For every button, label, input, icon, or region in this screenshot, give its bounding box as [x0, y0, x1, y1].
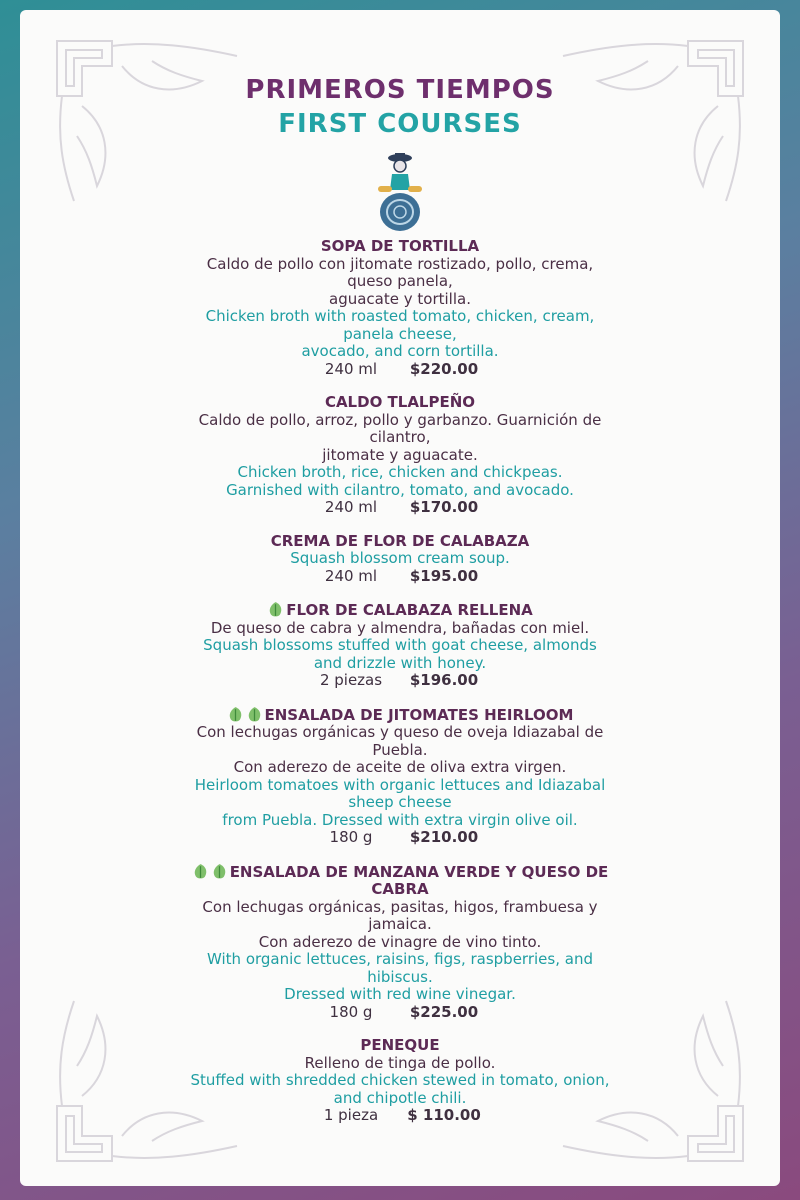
menu-item-price: $195.00: [409, 566, 479, 585]
leaf-icon: [211, 863, 228, 880]
menu-item-portion: 180 g: [329, 828, 373, 846]
menu-item: [0, 1037, 800, 1125]
menu-item-description-spanish: Puebla.: [372, 740, 428, 759]
menu-item-name: [0, 238, 800, 256]
menu-item-description-english: With organic lettuces, raisins, figs, raspberries, and: [207, 950, 593, 968]
menu-item-title: FLOR DE CALABAZA RELLENA: [286, 601, 533, 619]
menu-item-price-row: [0, 672, 800, 690]
menu-item-description-spanish: aguacate y tortilla.: [329, 289, 471, 308]
menu-item-description-spanish: Con lechugas orgánicas y queso de oveja Idiazabal de: [196, 723, 604, 741]
menu-item: [0, 394, 800, 517]
menu-item-price-row: [0, 1004, 800, 1022]
menu-item-price-row: [0, 499, 800, 517]
menu-header: [0, 74, 800, 142]
menu-item-name: [0, 533, 800, 551]
menu-item-description-spanish: Con lechugas orgánicas, pasitas, higos, frambuesa y: [202, 897, 598, 916]
menu-item-description-spanish: De queso de cabra y almendra, bañadas con miel.: [210, 618, 590, 637]
menu-item-description-spanish: jamaica.: [368, 915, 432, 933]
menu-item-price-row: [0, 1107, 800, 1125]
menu-item-description-english: Heirloom tomatoes with organic lettuces and Idiazabal: [194, 775, 606, 794]
menu-item-price: $225.00: [409, 1002, 479, 1021]
menu-item-portion: 240 ml: [324, 498, 378, 516]
menu-item-portion: 1 pieza: [323, 1106, 379, 1124]
menu-item-price: $ 110.00: [407, 1106, 481, 1124]
menu-item-portion: 2 piezas: [319, 671, 383, 689]
menu-item-description-english: and drizzle with honey.: [313, 653, 487, 672]
menu-item-description-spanish: jitomate y aguacate.: [322, 445, 478, 464]
menu-item: [0, 863, 800, 1022]
menu-item-description-english: panela cheese,: [343, 324, 457, 343]
menu-item-description-english: Squash blossom cream soup.: [290, 549, 510, 567]
menu-item-description-spanish: cilantro,: [369, 428, 431, 446]
menu-item-name: [0, 863, 800, 882]
menu-item-portion: 240 ml: [324, 359, 378, 378]
menu-item-portion: 180 g: [329, 1002, 373, 1021]
menu-item-price: $170.00: [409, 498, 479, 516]
menu-item-description-english: Dressed with red wine vinegar.: [284, 985, 516, 1003]
menu-item-price-row: [0, 361, 800, 379]
menu-item-price: $196.00: [409, 671, 479, 689]
leaf-icon: [192, 863, 209, 880]
menu-items-list: [0, 238, 800, 1141]
menu-item-portion: 240 ml: [324, 566, 378, 585]
menu-item: [0, 706, 800, 847]
menu-item-title: ENSALADA DE MANZANA VERDE Y QUESO DE: [229, 862, 609, 881]
leaf-icon: [227, 706, 244, 723]
menu-item: [0, 601, 800, 690]
menu-item-name: [0, 706, 800, 725]
menu-item-description-english: from Puebla. Dressed with extra virgin olive oil.: [222, 810, 578, 829]
menu-item-description-english: sheep cheese: [348, 793, 452, 811]
menu-item: [0, 533, 800, 586]
menu-item-description-spanish: Caldo de pollo, arroz, pollo y garbanzo. Guarnición de: [198, 410, 602, 429]
menu-item-description-english: hibiscus.: [367, 967, 433, 986]
menu-item-description-spanish: Con aderezo de aceite de oliva extra virgen.: [233, 758, 567, 776]
menu-item-name: [0, 601, 800, 620]
menu-item-description-english: Squash blossoms stuffed with goat cheese, almonds: [203, 636, 597, 654]
menu-item-description-english: Chicken broth with roasted tomato, chicken, cream,: [205, 307, 595, 325]
menu-item-price: $220.00: [409, 359, 479, 378]
menu-item-price: $210.00: [409, 828, 479, 846]
menu-item-name: [0, 394, 800, 412]
menu-item-description-spanish: Caldo de pollo con jitomate rostizado, pollo, crema,: [206, 254, 594, 273]
menu-item-title: SOPA DE TORTILLA: [320, 237, 480, 255]
page-title-english: FIRST COURSES: [278, 109, 522, 139]
menu-item-name: [0, 1037, 800, 1055]
menu-item: [0, 238, 800, 378]
menu-item-description-english: Garnished with cilantro, tomato, and avocado.: [226, 480, 574, 499]
menu-item-price-row: [0, 829, 800, 847]
menu-item-title-continued: CABRA: [371, 880, 429, 898]
leaf-icon: [246, 706, 263, 723]
page-title-spanish: PRIMEROS TIEMPOS: [245, 75, 555, 105]
menu-item-description-spanish: Relleno de tinga de pollo.: [304, 1053, 496, 1072]
menu-item-title: ENSALADA DE JITOMATES HEIRLOOM: [264, 705, 574, 724]
leaf-icon: [267, 601, 284, 618]
menu-item-description-english: Stuffed with shredded chicken stewed in tomato, onion,: [190, 1071, 610, 1089]
menu-item-description-spanish: Con aderezo de vinagre de vino tinto.: [258, 932, 542, 951]
menu-item-price-row: [0, 568, 800, 586]
menu-item-description-english: avocado, and corn tortilla.: [301, 342, 499, 360]
menu-item-title: CALDO TLALPEÑO: [324, 393, 476, 411]
menu-item-description-english: Chicken broth, rice, chicken and chickpeas.: [237, 463, 563, 481]
menu-item-description-spanish: queso panela,: [347, 272, 453, 290]
catrina-figure-icon: [368, 150, 432, 232]
menu-item-description-english: and chipotle chili.: [333, 1088, 467, 1107]
menu-item-title: CREMA DE FLOR DE CALABAZA: [270, 531, 530, 550]
menu-item-title: PENEQUE: [360, 1036, 440, 1054]
